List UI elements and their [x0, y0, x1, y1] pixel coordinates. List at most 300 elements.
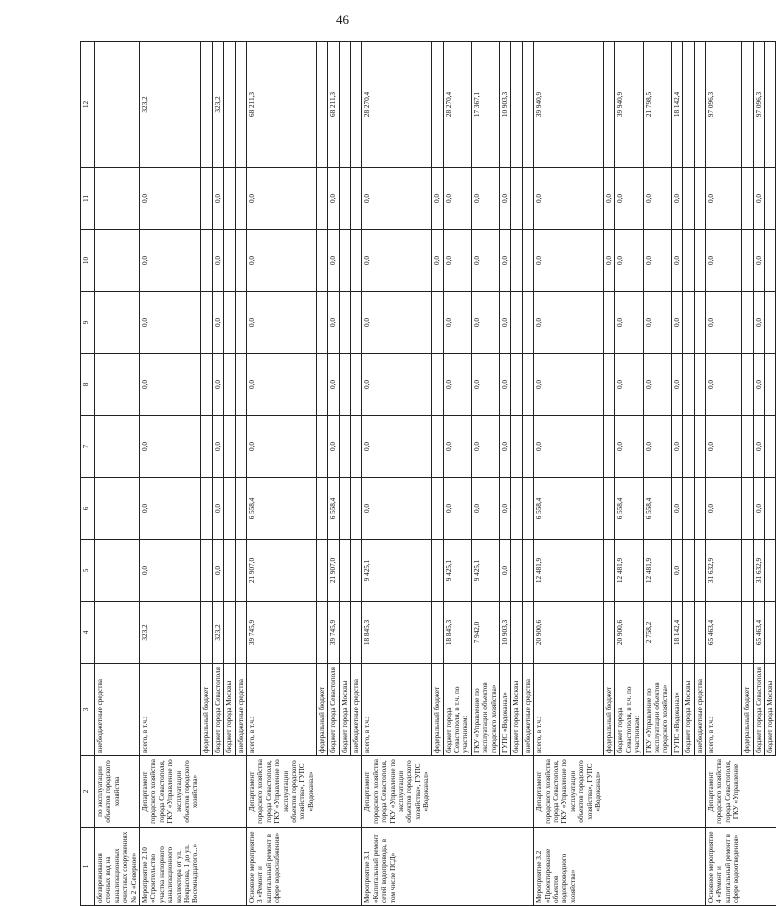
row-title-cell	[603, 828, 614, 906]
value-cell-col-5	[316, 540, 327, 602]
column-header-8: 8	[81, 354, 95, 416]
value-cell-col-11	[316, 168, 327, 230]
value-cell-col-9: 0,0	[140, 292, 201, 354]
funding-source-cell: федеральный бюджет	[432, 664, 443, 756]
funding-source-cell: всего, в т.ч.:	[140, 664, 201, 756]
value-cell-col-9	[95, 292, 140, 354]
value-cell-col-5: 12 481,9	[643, 540, 671, 602]
funding-source-cell: бюджет города Севастополя, в т.ч. по участникам:	[443, 664, 471, 756]
table-row	[534, 42, 604, 906]
row-title-cell	[212, 828, 223, 906]
value-cell-col-9	[316, 292, 327, 354]
value-cell-col-4	[350, 602, 361, 664]
value-cell-col-7: 0,0	[247, 416, 317, 478]
responsible-cell	[499, 756, 510, 828]
value-cell-col-12: 39 940,9	[534, 42, 604, 168]
value-cell-col-9	[201, 292, 212, 354]
column-header-5: 5	[81, 540, 95, 602]
value-cell-col-10: 0,0	[499, 230, 510, 292]
funding-source-cell: внебюджетные средства	[235, 664, 246, 756]
value-cell-col-6	[683, 478, 694, 540]
value-cell-col-9	[742, 292, 753, 354]
value-cell-col-4	[511, 602, 522, 664]
value-cell-col-7	[522, 416, 533, 478]
funding-source-cell: бюджет города Севастополя, в т.ч. по участникам:	[615, 664, 643, 756]
value-cell-col-12	[224, 42, 235, 168]
value-cell-col-6	[764, 478, 775, 540]
value-cell-col-12: 10 903,3	[499, 42, 510, 168]
value-cell-col-6	[432, 478, 443, 540]
value-cell-col-7	[764, 416, 775, 478]
value-cell-col-10: 0,0	[212, 230, 223, 292]
value-cell-col-11: 0,0	[534, 168, 604, 230]
value-cell-col-5	[432, 540, 443, 602]
value-cell-col-12	[764, 42, 775, 168]
value-cell-col-11: 0,0	[615, 168, 643, 230]
value-cell-col-12	[350, 42, 361, 168]
value-cell-col-10	[95, 230, 140, 292]
table-row	[683, 42, 694, 906]
value-cell-col-9: 0,0	[499, 292, 510, 354]
value-cell-col-9: 0,0	[643, 292, 671, 354]
value-cell-col-6	[339, 478, 350, 540]
value-cell-col-11	[683, 168, 694, 230]
value-cell-col-4: 7 942,0	[471, 602, 499, 664]
responsible-cell	[443, 756, 471, 828]
value-cell-col-9	[432, 292, 443, 354]
value-cell-col-5: 0,0	[671, 540, 682, 602]
value-cell-col-6: 6 558,4	[643, 478, 671, 540]
table-row	[694, 42, 705, 906]
value-cell-col-6: 0,0	[671, 478, 682, 540]
value-cell-col-8	[432, 354, 443, 416]
value-cell-col-10	[201, 230, 212, 292]
value-cell-col-8	[683, 354, 694, 416]
table-row	[499, 42, 510, 906]
column-header-11: 11	[81, 168, 95, 230]
value-cell-col-5	[511, 540, 522, 602]
value-cell-col-8	[316, 354, 327, 416]
row-title-cell	[522, 828, 533, 906]
value-cell-col-12: 17 367,1	[471, 42, 499, 168]
value-cell-col-12	[694, 42, 705, 168]
value-cell-col-11: 0,0	[753, 168, 764, 230]
value-cell-col-12	[316, 42, 327, 168]
row-title-cell: Мероприятие 3.1 «Капитальный ремонт сетей водопровода, в том числе ПСД»	[362, 828, 432, 906]
value-cell-col-11	[511, 168, 522, 230]
value-cell-col-7: 0,0	[671, 416, 682, 478]
column-header-4: 4	[81, 602, 95, 664]
value-cell-col-10: 0,0	[615, 230, 643, 292]
table-row	[511, 42, 522, 906]
value-cell-col-11: 0,0	[212, 168, 223, 230]
value-cell-col-8: 0,0	[671, 354, 682, 416]
value-cell-col-12	[683, 42, 694, 168]
value-cell-col-5	[683, 540, 694, 602]
responsible-cell	[671, 756, 682, 828]
value-cell-col-10: 0,0	[247, 230, 317, 292]
value-cell-col-6: 0,0	[706, 478, 742, 540]
row-title-cell	[471, 828, 499, 906]
responsible-cell: Департамент городского хозяйства города Севастополя, ГКУ «Управление по эксплуатации объектов городского хозяйства», ГУПС «Водоканал»	[534, 756, 604, 828]
value-cell-col-6	[350, 478, 361, 540]
value-cell-col-6	[511, 478, 522, 540]
value-cell-col-6	[316, 478, 327, 540]
value-cell-col-12: 323,2	[140, 42, 201, 168]
row-title-cell	[643, 828, 671, 906]
value-cell-col-7	[95, 416, 140, 478]
value-cell-col-8	[742, 354, 753, 416]
responsible-cell	[432, 756, 443, 828]
value-cell-col-11	[339, 168, 350, 230]
row-title-cell	[764, 828, 775, 906]
row-title-cell	[753, 828, 764, 906]
responsible-cell	[764, 756, 775, 828]
value-cell-col-12	[432, 42, 443, 168]
responsible-cell	[316, 756, 327, 828]
value-cell-col-8: 0,0	[362, 354, 432, 416]
value-cell-col-12: 28 270,4	[362, 42, 432, 168]
value-cell-col-11	[742, 168, 753, 230]
value-cell-col-5	[339, 540, 350, 602]
value-cell-col-4: 39 745,9	[328, 602, 339, 664]
value-cell-col-12: 21 798,5	[643, 42, 671, 168]
value-cell-col-5: 0,0	[499, 540, 510, 602]
funding-source-cell: всего, в т.ч.:	[247, 664, 317, 756]
value-cell-col-8	[511, 354, 522, 416]
value-cell-col-11: 0,0	[671, 168, 682, 230]
value-cell-col-10: 0,0	[643, 230, 671, 292]
value-cell-col-7	[683, 416, 694, 478]
page-number: 46	[336, 12, 349, 27]
column-header-3: 3	[81, 664, 95, 756]
value-cell-col-5	[95, 540, 140, 602]
value-cell-col-9: 0,0	[328, 292, 339, 354]
value-cell-col-5	[522, 540, 533, 602]
value-cell-col-6: 0,0	[471, 478, 499, 540]
value-cell-col-8	[522, 354, 533, 416]
value-cell-col-10	[339, 230, 350, 292]
value-cell-col-7	[339, 416, 350, 478]
table-row	[201, 42, 212, 906]
value-cell-col-8	[603, 354, 614, 416]
value-cell-col-9	[683, 292, 694, 354]
value-cell-col-10: 0,0	[671, 230, 682, 292]
table-row	[671, 42, 682, 906]
value-cell-col-9	[764, 292, 775, 354]
column-header-10: 10	[81, 230, 95, 292]
value-cell-col-8: 0,0	[443, 354, 471, 416]
table-row	[643, 42, 671, 906]
value-cell-col-5: 21 907,0	[247, 540, 317, 602]
value-cell-col-8: 0,0	[328, 354, 339, 416]
value-cell-col-8: 0,0	[534, 354, 604, 416]
value-cell-col-10: 0,0	[140, 230, 201, 292]
value-cell-col-11	[350, 168, 361, 230]
value-cell-col-4: 20 900,6	[615, 602, 643, 664]
funding-source-cell: ГКУ «Управление по эксплуатации объектов городского хозяйства»	[643, 664, 671, 756]
responsible-cell: Департамент городского хозяйства города Севастополя, ГКУ «Управление	[706, 756, 742, 828]
table-row	[212, 42, 223, 906]
table-row	[350, 42, 361, 906]
funding-source-cell: внебюджетные средства	[95, 664, 140, 756]
row-title-cell	[328, 828, 339, 906]
table-row	[764, 42, 775, 906]
value-cell-col-10	[235, 230, 246, 292]
value-cell-col-5: 31 632,9	[753, 540, 764, 602]
value-cell-col-9: 0,0	[471, 292, 499, 354]
value-cell-col-5	[694, 540, 705, 602]
value-cell-col-5	[603, 540, 614, 602]
value-cell-col-10: 0,0	[328, 230, 339, 292]
value-cell-col-6: 6 558,4	[534, 478, 604, 540]
funding-source-cell: внебюджетные средства	[522, 664, 533, 756]
value-cell-col-9	[235, 292, 246, 354]
value-cell-col-4	[603, 602, 614, 664]
value-cell-col-10: 0,0	[443, 230, 471, 292]
funding-source-cell: бюджет города Москвы	[224, 664, 235, 756]
value-cell-col-12	[522, 42, 533, 168]
value-cell-col-5	[764, 540, 775, 602]
value-cell-col-6	[522, 478, 533, 540]
value-cell-col-5	[224, 540, 235, 602]
row-title-cell	[350, 828, 361, 906]
value-cell-col-10	[764, 230, 775, 292]
responsible-cell	[235, 756, 246, 828]
responsible-cell: Департамент городского хозяйства города Севастополя, ГКУ «Управление по эксплуатации объектов городского хозяйства», ГУПС «Водоканал»	[247, 756, 317, 828]
value-cell-col-4: 323,2	[140, 602, 201, 664]
value-cell-col-7	[316, 416, 327, 478]
value-cell-col-11	[224, 168, 235, 230]
column-header-1: 1	[81, 828, 95, 906]
value-cell-col-12: 68 211,3	[247, 42, 317, 168]
value-cell-col-4: 18 845,3	[443, 602, 471, 664]
funding-source-cell: всего, в т.ч.:	[362, 664, 432, 756]
value-cell-col-9	[224, 292, 235, 354]
row-title-cell	[235, 828, 246, 906]
value-cell-col-8	[339, 354, 350, 416]
value-cell-col-8	[235, 354, 246, 416]
table-row	[603, 42, 614, 906]
responsible-cell: Департамент городского хозяйства города Севастополя, ГКУ «Управление по эксплуатации объектов городского хозяйства»	[140, 756, 201, 828]
row-title-cell	[694, 828, 705, 906]
funding-source-cell: бюджет города Москвы	[764, 664, 775, 756]
value-cell-col-8	[350, 354, 361, 416]
value-cell-col-4	[764, 602, 775, 664]
funding-source-cell: ГКУ «Управление по эксплуатации объектов городского хозяйства»	[471, 664, 499, 756]
funding-source-cell: ГУПС «Водоканал»	[671, 664, 682, 756]
value-cell-col-7	[235, 416, 246, 478]
funding-source-cell: бюджет города Севастополя	[753, 664, 764, 756]
value-cell-col-7: 0,0	[753, 416, 764, 478]
value-cell-col-12	[201, 42, 212, 168]
value-cell-col-9: 0,0	[212, 292, 223, 354]
column-header-7: 7	[81, 416, 95, 478]
value-cell-col-11: 0,0	[247, 168, 317, 230]
table-row	[742, 42, 753, 906]
funding-source-cell: бюджет города Москвы	[511, 664, 522, 756]
funding-source-cell: федеральный бюджет	[742, 664, 753, 756]
value-cell-col-4	[95, 602, 140, 664]
responsible-cell	[471, 756, 499, 828]
responsible-cell	[201, 756, 212, 828]
row-title-cell	[683, 828, 694, 906]
table-body	[95, 42, 776, 906]
value-cell-col-9: 0,0	[362, 292, 432, 354]
value-cell-col-10	[683, 230, 694, 292]
responsible-cell	[511, 756, 522, 828]
value-cell-col-11: 0,0	[140, 168, 201, 230]
funding-source-cell: бюджет города Севастополя	[328, 664, 339, 756]
value-cell-col-8: 0,0	[247, 354, 317, 416]
responsible-cell	[694, 756, 705, 828]
row-title-cell	[443, 828, 471, 906]
value-cell-col-10	[694, 230, 705, 292]
value-cell-col-4	[316, 602, 327, 664]
value-cell-col-10: 0,0	[362, 230, 432, 292]
value-cell-col-9: 0,0	[443, 292, 471, 354]
value-cell-col-4	[235, 602, 246, 664]
value-cell-col-7: 0,0	[615, 416, 643, 478]
value-cell-col-11: 0,0	[432, 168, 443, 230]
value-cell-col-8	[95, 354, 140, 416]
value-cell-col-11: 0,0	[362, 168, 432, 230]
column-header-12: 12	[81, 42, 95, 168]
value-cell-col-4	[522, 602, 533, 664]
value-cell-col-9	[511, 292, 522, 354]
value-cell-col-7	[350, 416, 361, 478]
value-cell-col-8	[224, 354, 235, 416]
value-cell-col-6	[694, 478, 705, 540]
value-cell-col-5	[201, 540, 212, 602]
value-cell-col-4: 10 903,3	[499, 602, 510, 664]
value-cell-col-8: 0,0	[706, 354, 742, 416]
funding-source-cell: федеральный бюджет	[201, 664, 212, 756]
value-cell-col-12: 323,2	[212, 42, 223, 168]
value-cell-col-4: 65 463,4	[753, 602, 764, 664]
value-cell-col-7	[201, 416, 212, 478]
value-cell-col-5	[235, 540, 246, 602]
value-cell-col-12: 18 142,4	[671, 42, 682, 168]
table-row	[316, 42, 327, 906]
value-cell-col-4	[201, 602, 212, 664]
value-cell-col-9	[522, 292, 533, 354]
value-cell-col-7: 0,0	[706, 416, 742, 478]
value-cell-col-11: 0,0	[443, 168, 471, 230]
value-cell-col-5: 12 481,9	[534, 540, 604, 602]
value-cell-col-6: 0,0	[212, 478, 223, 540]
table-row	[471, 42, 499, 906]
table-row	[362, 42, 432, 906]
value-cell-col-7: 0,0	[443, 416, 471, 478]
value-cell-col-7: 0,0	[499, 416, 510, 478]
value-cell-col-9: 0,0	[753, 292, 764, 354]
value-cell-col-7	[224, 416, 235, 478]
value-cell-col-8: 0,0	[140, 354, 201, 416]
value-cell-col-11	[235, 168, 246, 230]
value-cell-col-4: 20 900,6	[534, 602, 604, 664]
funding-source-cell: бюджет города Москвы	[339, 664, 350, 756]
value-cell-col-4: 18 845,3	[362, 602, 432, 664]
value-cell-col-4	[683, 602, 694, 664]
value-cell-col-12	[603, 42, 614, 168]
value-cell-col-8: 0,0	[753, 354, 764, 416]
value-cell-col-5: 0,0	[212, 540, 223, 602]
value-cell-col-12	[742, 42, 753, 168]
table-row	[522, 42, 533, 906]
row-title-cell	[615, 828, 643, 906]
value-cell-col-8	[201, 354, 212, 416]
value-cell-col-8: 0,0	[212, 354, 223, 416]
value-cell-col-7: 0,0	[212, 416, 223, 478]
budget-table	[80, 41, 776, 906]
value-cell-col-11	[95, 168, 140, 230]
value-cell-col-10: 0,0	[706, 230, 742, 292]
value-cell-col-7	[742, 416, 753, 478]
value-cell-col-6: 6 558,4	[328, 478, 339, 540]
value-cell-col-11: 0,0	[471, 168, 499, 230]
value-cell-col-5: 0,0	[140, 540, 201, 602]
value-cell-col-7	[603, 416, 614, 478]
value-cell-col-10	[511, 230, 522, 292]
value-cell-col-5: 9 425,1	[362, 540, 432, 602]
table-row	[95, 42, 140, 906]
value-cell-col-9	[694, 292, 705, 354]
value-cell-col-9: 0,0	[706, 292, 742, 354]
table-row	[615, 42, 643, 906]
table-row	[328, 42, 339, 906]
value-cell-col-8: 0,0	[643, 354, 671, 416]
value-cell-col-7: 0,0	[471, 416, 499, 478]
value-cell-col-11: 0,0	[706, 168, 742, 230]
column-header-6: 6	[81, 478, 95, 540]
value-cell-col-9	[603, 292, 614, 354]
value-cell-col-4: 18 142,4	[671, 602, 682, 664]
responsible-cell: по эксплуатации объектов городского хозяйства	[95, 756, 140, 828]
value-cell-col-10	[350, 230, 361, 292]
value-cell-col-8: 0,0	[499, 354, 510, 416]
value-cell-col-12: 28 270,4	[443, 42, 471, 168]
value-cell-col-11: 0,0	[328, 168, 339, 230]
value-cell-col-11: 0,0	[603, 168, 614, 230]
value-cell-col-12: 97 096,3	[753, 42, 764, 168]
row-title-cell	[339, 828, 350, 906]
value-cell-col-6	[603, 478, 614, 540]
funding-source-cell: федеральный бюджет	[316, 664, 327, 756]
table-row	[432, 42, 443, 906]
value-cell-col-9	[350, 292, 361, 354]
value-cell-col-4: 65 463,4	[706, 602, 742, 664]
value-cell-col-11	[201, 168, 212, 230]
value-cell-col-10	[316, 230, 327, 292]
row-title-cell	[511, 828, 522, 906]
table-row	[247, 42, 317, 906]
value-cell-col-5: 12 481,9	[615, 540, 643, 602]
table-row	[224, 42, 235, 906]
responsible-cell	[683, 756, 694, 828]
column-header-9: 9	[81, 292, 95, 354]
value-cell-col-5	[742, 540, 753, 602]
value-cell-col-10: 0,0	[471, 230, 499, 292]
value-cell-col-10: 0,0	[534, 230, 604, 292]
value-cell-col-6: 0,0	[362, 478, 432, 540]
rotated-table-wrapper	[80, 42, 774, 906]
responsible-cell	[212, 756, 223, 828]
value-cell-col-12: 68 211,3	[328, 42, 339, 168]
value-cell-col-8	[764, 354, 775, 416]
value-cell-col-10	[522, 230, 533, 292]
value-cell-col-9	[339, 292, 350, 354]
